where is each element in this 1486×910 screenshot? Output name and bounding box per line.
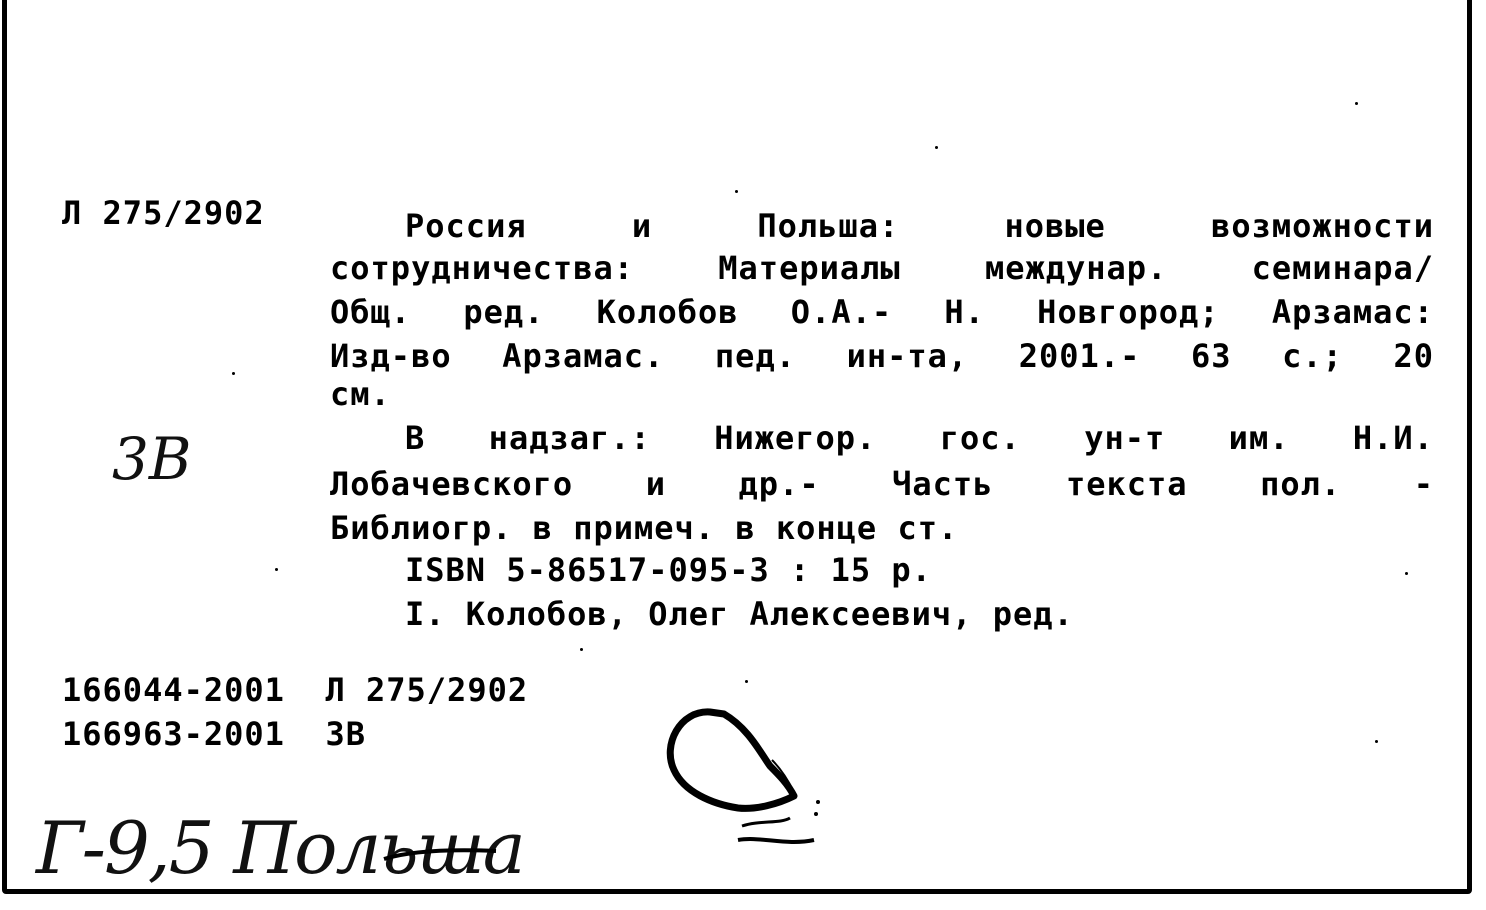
- accession-code: 3В: [325, 715, 366, 753]
- word: Новгород;: [1037, 293, 1220, 331]
- word: пед.: [714, 337, 796, 375]
- word: Колобов: [596, 293, 739, 331]
- editor-line: I. Колобов, Олег Алексеевич, ред.: [405, 595, 1074, 633]
- accession-row-1: [62, 671, 528, 709]
- word: 20: [1393, 337, 1434, 375]
- word: Часть: [892, 465, 994, 503]
- word: междунар.: [984, 249, 1168, 287]
- word: с.;: [1282, 337, 1343, 375]
- speck: [1405, 572, 1408, 575]
- word: Лобачевского: [330, 465, 574, 503]
- note-line-2: [330, 462, 1434, 506]
- speck: [1375, 740, 1378, 743]
- word: ин-та,: [846, 337, 969, 375]
- word: -: [1413, 465, 1434, 503]
- title-line-2: [330, 246, 1434, 290]
- note-line-3: Библиогр. в примеч. в конце ст.: [330, 509, 959, 547]
- word: Польша:: [757, 207, 900, 245]
- speck: [735, 190, 738, 193]
- speck: [232, 372, 235, 375]
- word: Арзамас:: [1271, 293, 1434, 331]
- handwritten-classification: Г-9,5 Польша: [36, 806, 524, 890]
- word: ун-т: [1084, 419, 1166, 457]
- title-line-5: см.: [330, 375, 391, 413]
- word: Материалы: [718, 249, 901, 287]
- word: семинара/: [1251, 249, 1434, 287]
- word: сотрудничества:: [330, 249, 634, 287]
- word: ред.: [463, 293, 545, 331]
- shelf-mark: Л 275/2902: [62, 194, 265, 232]
- word: Н.: [944, 293, 985, 331]
- accession-row-2: [62, 715, 366, 753]
- speck: [745, 680, 748, 683]
- word: им.: [1228, 419, 1290, 457]
- word: др.-: [738, 465, 820, 503]
- speck: [1355, 102, 1358, 105]
- note-line-1: [405, 416, 1434, 460]
- word: и: [645, 465, 666, 503]
- word: и: [631, 207, 653, 245]
- word: О.А.-: [790, 293, 893, 331]
- word: 63: [1190, 337, 1232, 375]
- speck: [275, 568, 278, 571]
- word: Россия: [405, 207, 527, 245]
- handwritten-mark: 3В: [112, 425, 192, 493]
- word: Общ.: [330, 293, 412, 331]
- word: Изд-во: [330, 337, 452, 375]
- word: 2001.-: [1018, 337, 1141, 375]
- word: Арзамас.: [502, 337, 665, 375]
- word: Нижегор.: [714, 419, 877, 457]
- word: новые: [1004, 207, 1106, 245]
- word: пол.: [1260, 465, 1342, 503]
- handwriting-underline: [380, 845, 500, 865]
- accession-number: 166963-2001: [62, 715, 285, 753]
- word: Н.И.: [1352, 419, 1434, 457]
- speck: [935, 146, 938, 149]
- word: В: [405, 419, 426, 457]
- word: текста: [1065, 465, 1188, 503]
- accession-number: 166044-2001: [62, 671, 285, 709]
- word: надзаг.:: [488, 419, 651, 457]
- library-stamp-icon: [660, 700, 840, 860]
- word: гос.: [939, 419, 1021, 457]
- title-line-1: [405, 204, 1434, 248]
- isbn-line: ISBN 5-86517-095-3 : 15 р.: [405, 551, 932, 589]
- title-line-3: [330, 290, 1434, 334]
- speck: [580, 648, 583, 651]
- accession-code: Л 275/2902: [325, 671, 529, 709]
- word: возможности: [1211, 207, 1434, 245]
